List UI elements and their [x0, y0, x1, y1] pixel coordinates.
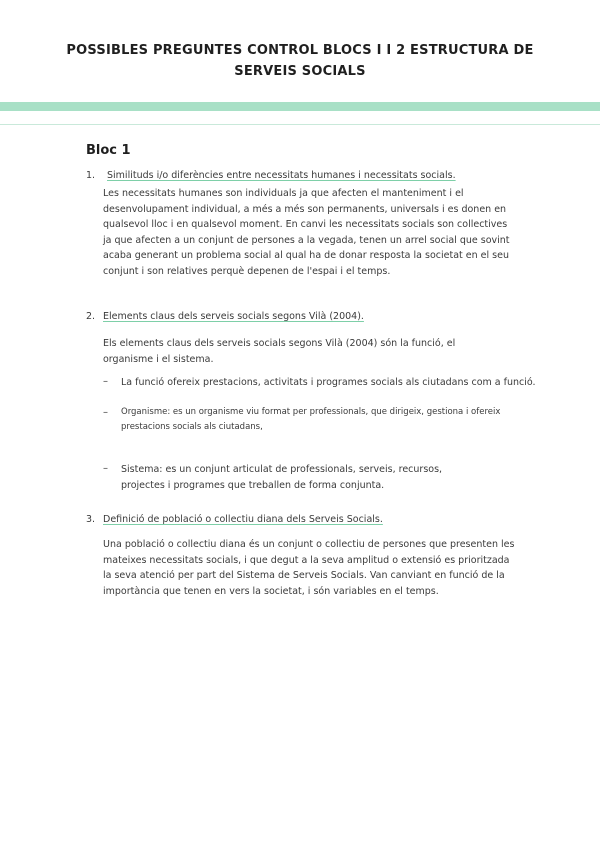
header-band — [0, 102, 600, 111]
bullet-dash: – — [103, 407, 108, 418]
question-2-answer: Els elements claus dels serveis socials segons Vilà (2004) són la funció, el organisme i el sistema. — [103, 338, 456, 365]
header-divider — [0, 124, 600, 125]
question-3-answer: Una població o collectiu diana és un conjunt o collectiu de persones que presenten les mateixes necessitats socials, i que degut a la seva amplitud o extensió es prioritzada la seva atenció per part del Sistema de Serveis Socials. Van canviant en funció de la importància que tenen en vers la societat, i són variables en el temps. — [103, 539, 515, 597]
page-title: POSSIBLES PREGUNTES CONTROL BLOCS I I 2 ESTRUCTURA DE SERVEIS SOCIALS — [66, 43, 534, 79]
bullet-organism: Organisme: es un organisme viu format per professionals, que dirigeix, gestiona i ofereix prestacions socials als ciutadans, — [121, 407, 501, 432]
question-2-number: 2. — [86, 311, 96, 322]
bullet-function: La funció ofereix prestacions, activitats i programes socials als ciutadans com a funció. — [121, 377, 536, 388]
question-3-text: Definició de població o collectiu diana dels Serveis Socials. — [103, 514, 383, 525]
question-1-number: 1. — [86, 170, 96, 181]
bullet-dash: – — [103, 376, 108, 387]
bullet-dash: – — [103, 463, 108, 474]
question-1-answer: Les necessitats humanes son individuals ja que afecten el manteniment i el desenvolupament individual, a més a més son permanents, universals i es donen en qualsevol lloc i en qualsevol moment. En canvi les necessitats socials son collectives ja que afecten a un conjunt de persones a la vegada, tenen un arrel social que sovint acaba generant un problema social al qual ha de donar resposta la societat en el seu conjunt i son relatives perquè depenen de l'espai i el temps. — [103, 188, 510, 277]
question-1-text: Similituds i/o diferències entre necessitats humanes i necessitats socials. — [107, 170, 456, 181]
section-heading: Bloc 1 — [86, 143, 131, 158]
question-2-text: Elements claus dels serveis socials segons Vilà (2004). — [103, 311, 364, 322]
bullet-system: Sistema: es un conjunt articulat de professionals, serveis, recursos, projectes i programes que treballen de forma conjunta. — [121, 464, 443, 491]
question-3-number: 3. — [86, 514, 96, 525]
